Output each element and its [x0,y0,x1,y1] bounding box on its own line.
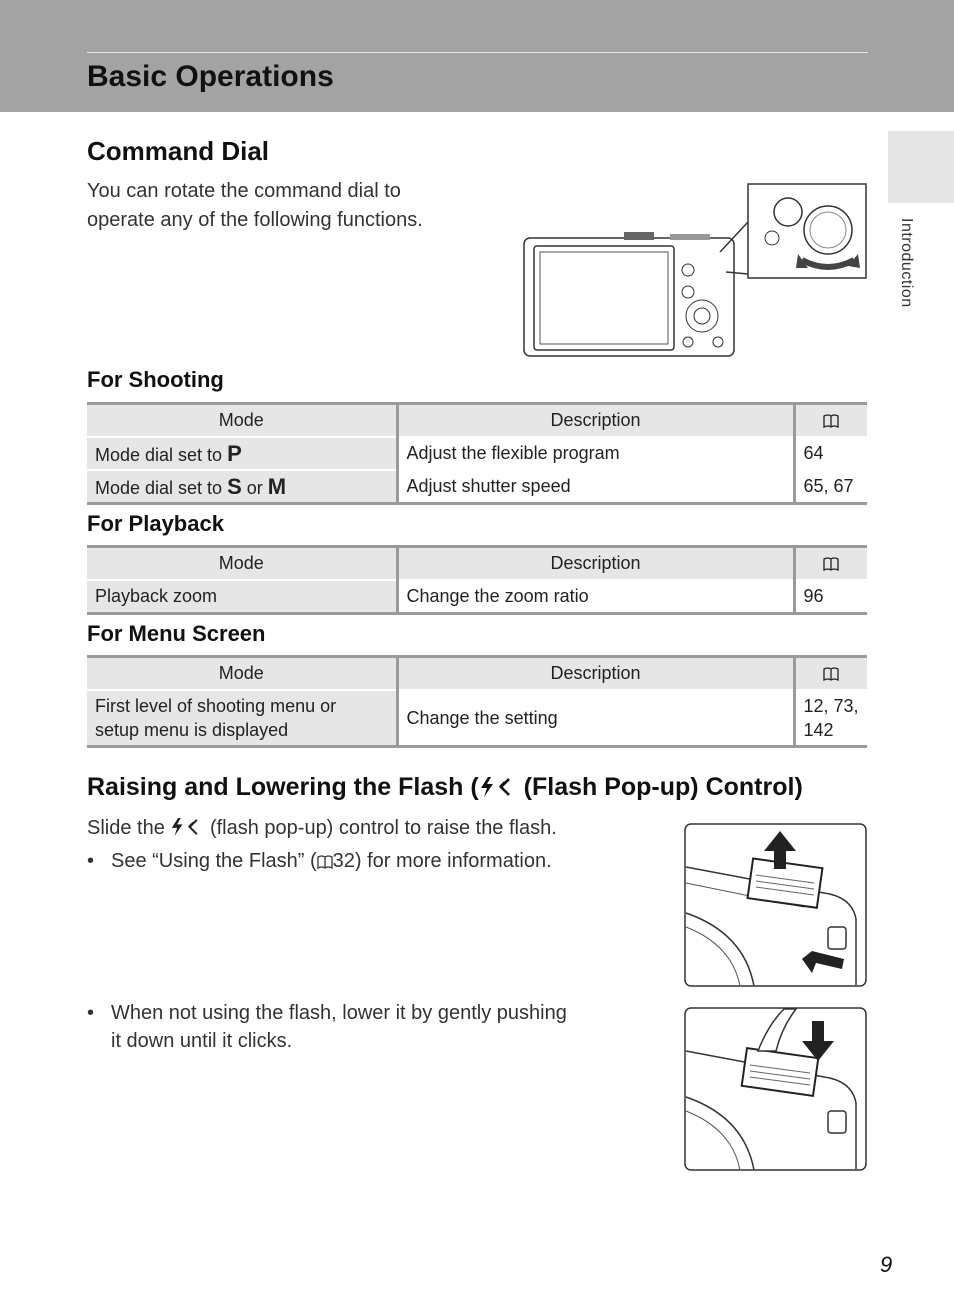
menu-screen-table [87,655,867,748]
flash-heading [87,773,803,802]
for-shooting-heading: For Shooting [87,367,224,392]
table-header-row [87,404,867,438]
page-title: Basic Operations [87,60,334,93]
flash-heading-pre: Raising and Lowering the Flash ( [87,773,479,801]
description-column-header: Description [397,404,794,438]
shooting-table [87,402,867,505]
camera-command-dial-illustration [520,182,868,360]
mode-text: Mode dial set to [95,477,228,498]
page-header-band [0,0,954,112]
bullet-text-post: ) for more information. [354,850,552,872]
ref-line-2: 142 [803,720,834,740]
bullet-dot: • [87,1002,95,1024]
mode-or-text: or [241,477,268,498]
slide-text-pre: Slide the [87,817,171,839]
reference-cell [794,690,867,747]
mode-column-header: Mode [87,404,397,438]
bullet-line-2: it down until it clicks. [111,1030,293,1052]
intro-line-1: You can rotate the command dial to [87,180,401,202]
bullet-text [87,999,647,1055]
description-cell: Adjust shutter speed [397,470,794,504]
flash-popup-icon [479,776,517,798]
description-cell: Change the setting [397,690,794,747]
playback-table [87,545,867,615]
mode-cell [87,437,397,470]
book-reference-icon [823,414,839,428]
mode-s-glyph: S [227,473,242,499]
command-dial-intro [87,177,423,235]
description-column-header: Description [397,547,794,581]
bullet-text [87,847,647,875]
mode-cell [87,470,397,504]
reference-column-header [794,404,867,438]
command-dial-heading: Command Dial [87,136,270,166]
intro-line-2: operate any of the following functions. [87,209,423,231]
mode-line-1: First level of shooting menu or [95,696,337,716]
list-item [87,847,647,875]
for-playback-heading: For Playback [87,511,224,536]
reference-column-header [794,657,867,691]
list-item [87,999,647,1055]
bullet-dot: • [87,850,95,872]
page-reference: 32 [332,850,355,872]
bullet-text-pre: See “Using the Flash” ( [111,850,317,872]
for-menu-screen-heading: For Menu Screen [87,621,266,646]
description-cell: Change the zoom ratio [397,580,794,614]
flash-lower-illustration [684,1007,867,1171]
mode-line-2: setup menu is displayed [95,720,289,740]
mode-cell: Playback zoom [87,580,397,614]
description-column-header: Description [397,657,794,691]
reference-cell: 65, 67 [794,470,867,504]
mode-column-header: Mode [87,657,397,691]
table-header-row [87,657,867,691]
table-header-row [87,547,867,581]
header-rule [87,52,868,53]
reference-cell: 64 [794,437,867,470]
table-row [87,580,867,614]
book-reference-icon [823,667,839,681]
mode-text: Mode dial set to [95,444,228,465]
bullet-line-1: When not using the flash, lower it by gently pushing [111,1002,567,1024]
reference-column-header [794,547,867,581]
flash-raise-illustration [684,823,867,987]
flash-heading-post: (Flash Pop-up) Control) [516,773,803,801]
book-reference-icon [317,855,333,869]
ref-line-1: 12, 73, [803,696,859,716]
mode-column-header: Mode [87,547,397,581]
slide-text-post: (flash pop-up) control to raise the flash. [204,817,557,839]
book-reference-icon [823,557,839,571]
table-row [87,690,867,747]
mode-cell [87,690,397,747]
page-number: 9 [880,1252,893,1277]
reference-cell: 96 [794,580,867,614]
flash-popup-icon [170,817,204,837]
table-row [87,437,867,470]
flash-slide-instruction [87,814,557,843]
table-row [87,470,867,504]
section-tab-label: Introduction [898,218,915,308]
mode-p-glyph: P [227,440,242,466]
section-tab [888,131,954,203]
description-cell: Adjust the flexible program [397,437,794,470]
mode-m-glyph: M [267,473,287,499]
